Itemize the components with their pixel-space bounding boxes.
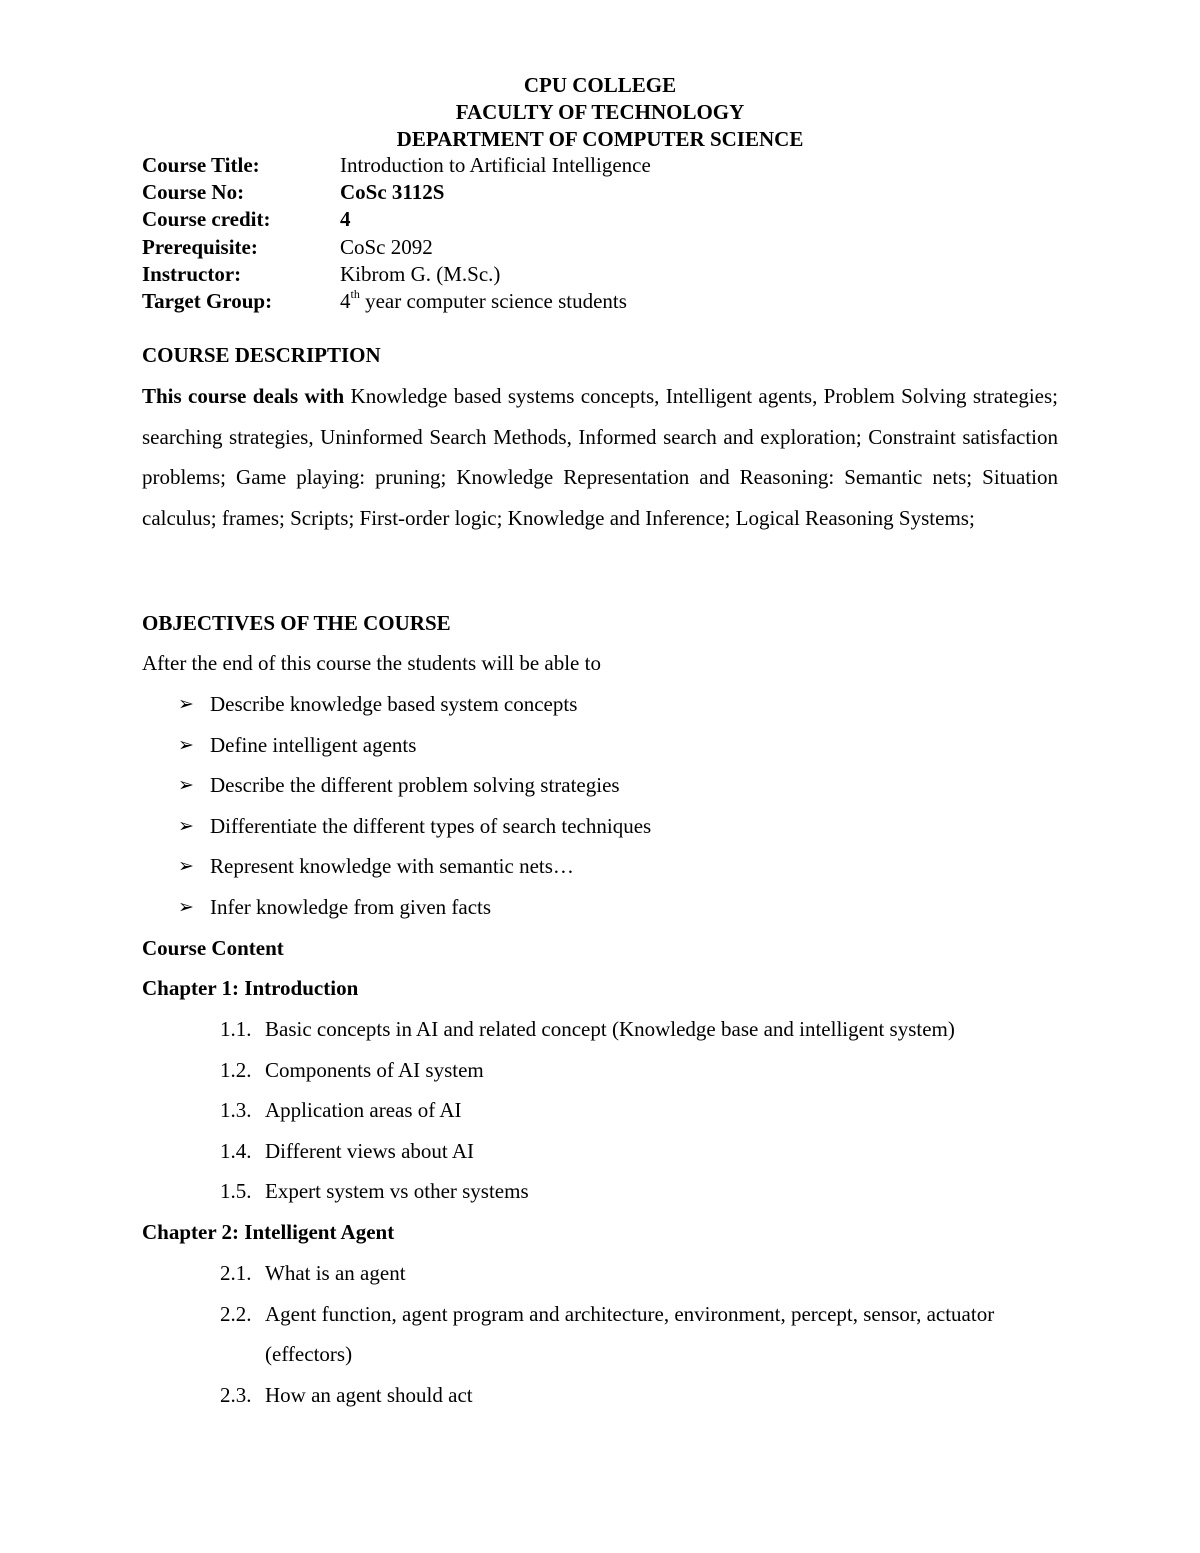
list-item	[220, 1131, 1065, 1172]
item-number: 1.5.	[220, 1179, 252, 1204]
info-row-credit	[142, 206, 651, 233]
objectives-list	[178, 690, 651, 934]
item-text: Expert system vs other systems	[265, 1179, 529, 1204]
course-content-title: Course Content	[142, 936, 284, 960]
item-number: 1.3.	[220, 1098, 252, 1123]
info-row-number	[142, 179, 651, 206]
chapter2-title: Chapter 2: Intelligent Agent	[142, 1220, 395, 1244]
arrow-bullet-icon: ➢	[178, 814, 194, 837]
info-value: CoSc 3112S	[340, 180, 445, 205]
item-text: How an agent should act	[265, 1382, 473, 1407]
college-name: CPU COLLEGE	[523, 73, 677, 97]
list-item	[220, 1171, 1065, 1212]
objectives-intro: After the end of this course the students will be able to	[142, 651, 601, 675]
list-item	[178, 893, 651, 934]
list-item	[220, 1294, 1025, 1375]
list-item	[220, 1009, 1065, 1050]
item-text: Components of AI system	[265, 1057, 484, 1082]
info-label: Course credit:	[142, 207, 271, 232]
list-item	[220, 1090, 1065, 1131]
list-item	[220, 1050, 1065, 1091]
chapter2-list	[220, 1253, 1025, 1415]
objective-text: Describe the different problem solving strategies	[210, 773, 620, 798]
info-value: Kibrom G. (M.Sc.)	[340, 261, 501, 286]
document-header	[0, 72, 1200, 153]
course-description-title: COURSE DESCRIPTION	[142, 343, 381, 367]
objective-text: Infer knowledge from given facts	[210, 894, 492, 919]
department-name: DEPARTMENT OF COMPUTER SCIENCE	[396, 127, 804, 151]
faculty-name: FACULTY OF TECHNOLOGY	[455, 100, 745, 124]
item-number: 2.1.	[220, 1261, 252, 1285]
list-item	[178, 852, 651, 893]
item-number: 1.2.	[220, 1057, 252, 1082]
info-row-target-group	[142, 288, 651, 315]
year-number: 4	[340, 288, 351, 313]
info-value: CoSc 2092	[340, 234, 433, 259]
info-label: Course Title:	[142, 153, 260, 177]
item-text: What is an agent	[265, 1261, 406, 1285]
arrow-bullet-icon: ➢	[178, 693, 194, 715]
info-value: Introduction to Artificial Intelligence	[340, 153, 651, 177]
list-item	[178, 771, 651, 812]
chapter1-title: Chapter 1: Introduction	[142, 976, 359, 1000]
list-item	[220, 1253, 1025, 1294]
info-label: Target Group:	[142, 288, 273, 313]
info-label: Prerequisite:	[142, 234, 258, 259]
objective-text: Define intelligent agents	[210, 732, 417, 757]
list-item	[178, 812, 651, 853]
info-value: 4	[340, 207, 351, 232]
chapter1-list	[220, 1009, 1065, 1212]
year-suffix: th	[350, 286, 360, 301]
info-value	[340, 288, 627, 315]
arrow-bullet-icon: ➢	[178, 774, 194, 797]
item-text: Application areas of AI	[265, 1098, 462, 1123]
arrow-bullet-icon: ➢	[178, 895, 194, 918]
objective-text: Describe knowledge based system concepts	[210, 692, 578, 716]
info-row-prerequisite	[142, 234, 651, 261]
list-item	[178, 690, 651, 731]
description-text: Knowledge based systems concepts, Intelligent agents, Problem Solving strategies; searching strategies, Uninformed Search Methods, Informed search and exploration; Constraint satisfaction problems; Game playing: pruning; Knowledge Representation and Reasoning: Semantic nets; Situation calculus; frames; Scripts; First-order logic; Knowledge and Inference; Logical Reasoning Systems;	[142, 384, 1059, 530]
course-description	[142, 376, 1058, 538]
info-row-title	[142, 152, 651, 179]
objectives-title: OBJECTIVES OF THE COURSE	[142, 611, 451, 635]
year-rest: year computer science students	[359, 288, 627, 313]
info-label: Instructor:	[142, 261, 242, 286]
item-number: 2.2.	[220, 1301, 252, 1326]
list-item	[178, 731, 651, 772]
info-label: Course No:	[142, 180, 245, 205]
item-text: Agent function, agent program and architecture, environment, percept, sensor, actuator (effectors)	[265, 1301, 995, 1367]
item-number: 1.1.	[220, 1017, 252, 1041]
objective-text: Differentiate the different types of search techniques	[210, 813, 652, 838]
item-number: 2.3.	[220, 1382, 252, 1407]
list-item	[220, 1375, 1025, 1416]
arrow-bullet-icon: ➢	[178, 733, 194, 756]
info-row-instructor	[142, 261, 651, 288]
objective-text: Represent knowledge with semantic nets…	[210, 854, 574, 879]
item-text: Different views about AI	[265, 1138, 474, 1163]
course-info	[142, 152, 651, 315]
item-number: 1.4.	[220, 1138, 252, 1163]
arrow-bullet-icon: ➢	[178, 855, 194, 878]
item-text: Basic concepts in AI and related concept (Knowledge base and intelligent system)	[265, 1017, 955, 1041]
description-lead: This course deals with	[142, 384, 345, 408]
